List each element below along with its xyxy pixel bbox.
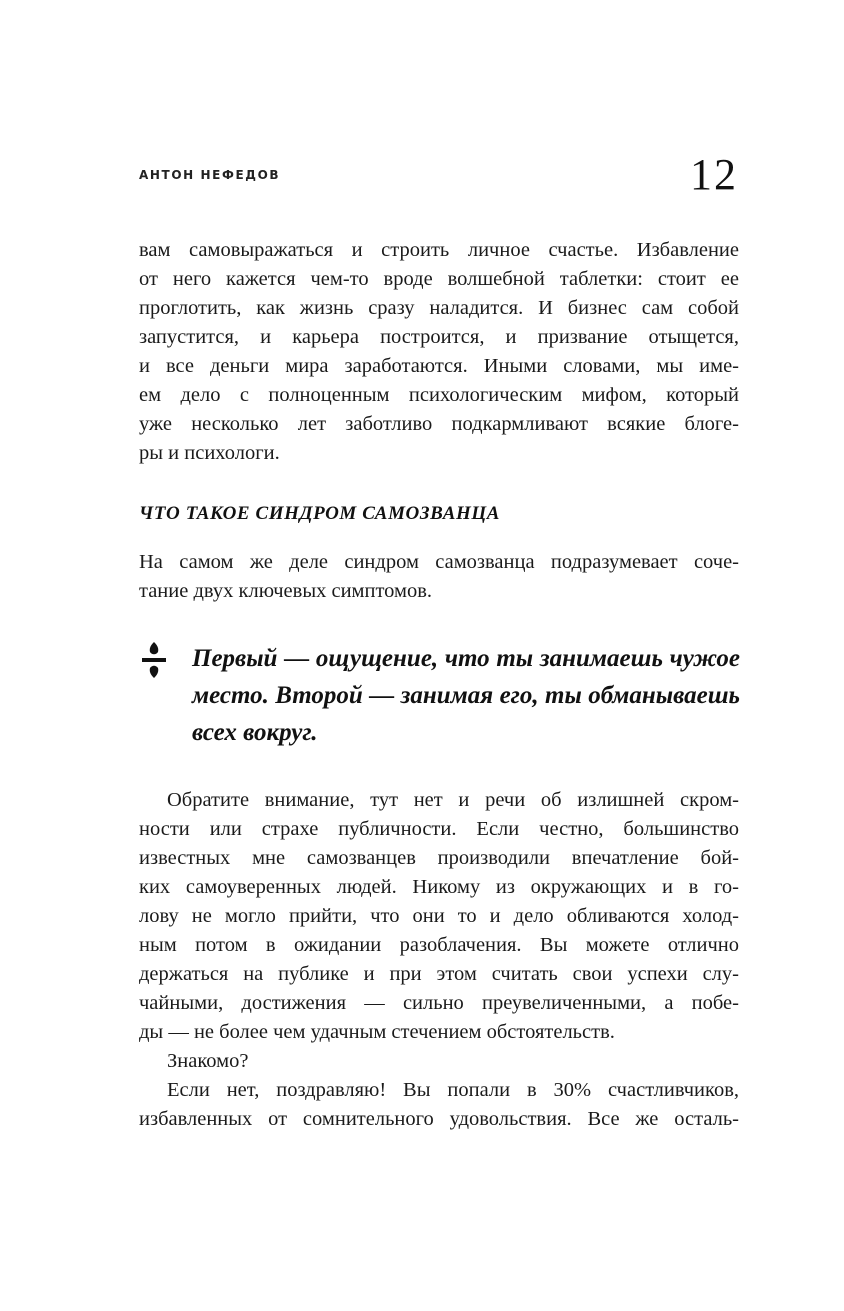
text-line: запустится, и карьера построится, и призвание отыщется, — [139, 326, 739, 348]
text-line: избавленных от сомнительного удовольствия. Все же осталь- — [139, 1108, 739, 1130]
text-line: вам самовыражаться и строить личное счастье. Избавление — [139, 239, 739, 261]
paragraph-1 — [139, 236, 739, 468]
section-heading: ЧТО ТАКОЕ СИНДРОМ САМОЗВАНЦА — [139, 503, 500, 524]
divide-icon — [141, 640, 167, 680]
page-header — [139, 150, 738, 205]
pull-quote — [192, 640, 740, 751]
text-line: ры и психологи. — [139, 442, 280, 464]
text-line: и все деньги мира заработаются. Иными словами, мы име- — [139, 355, 739, 377]
text-line: от него кажется чем-то вроде волшебной таблетки: стоит ее — [139, 268, 739, 290]
text-line: Знакомо? — [167, 1050, 249, 1072]
quote-line: Первый — ощущение, что ты занимаешь чужое — [192, 645, 740, 672]
quote-line: место. Второй — занимая его, ты обманываешь — [192, 682, 740, 709]
text-line: На самом же деле синдром самозванца подразумевает соче- — [139, 551, 739, 573]
running-head-author: АНТОН НЕФЕДОВ — [139, 168, 281, 182]
text-line: ды — не более чем удачным стечением обстоятельств. — [139, 1021, 615, 1043]
text-line: тание двух ключевых симптомов. — [139, 580, 433, 602]
text-line: уже несколько лет заботливо подкармливают всякие блоге- — [139, 413, 739, 435]
text-line: ем дело с полноценным психологическим мифом, который — [139, 384, 739, 406]
paragraph-4 — [139, 1047, 739, 1076]
text-line: ности или страхе публичности. Если честно, большинство — [139, 818, 739, 840]
page-number: 12 — [690, 150, 738, 199]
text-line: чайными, достижения — сильно преувеличенными, а побе- — [139, 992, 739, 1014]
text-line: держаться на публике и при этом считать свои успехи слу- — [139, 963, 739, 985]
text-line: лову не могло прийти, что они то и дело обливаются холод- — [139, 905, 739, 927]
paragraph-3 — [139, 786, 739, 1047]
paragraph-2 — [139, 548, 739, 606]
text-line: проглотить, как жизнь сразу наладится. И бизнес сам собой — [139, 297, 739, 319]
text-line: ких самоуверенных людей. Никому из окружающих и в го- — [139, 876, 739, 898]
text-line: Если нет, поздравляю! Вы попали в 30% счастливчиков, — [167, 1079, 739, 1101]
text-line: Обратите внимание, тут нет и речи об излишней скром- — [167, 789, 739, 811]
paragraph-5 — [139, 1076, 739, 1134]
quote-line: всех вокруг. — [192, 719, 318, 746]
text-line: ным потом в ожидании разоблачения. Вы можете отлично — [139, 934, 739, 956]
text-line: известных мне самозванцев производили впечатление бой- — [139, 847, 739, 869]
